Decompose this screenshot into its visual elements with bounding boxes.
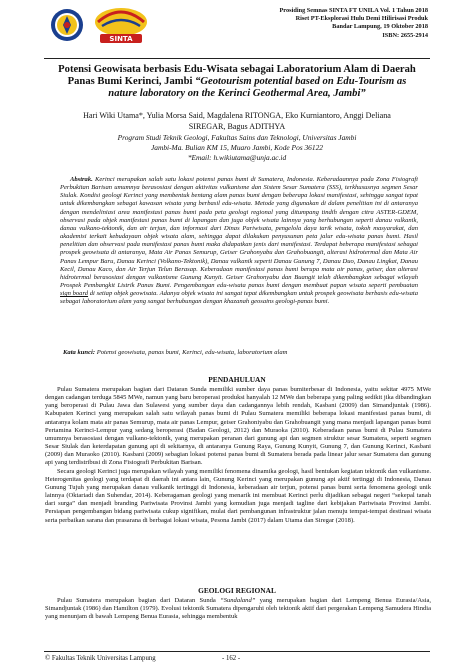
body-text-italic: “Sundaland” xyxy=(220,597,256,604)
affiliation xyxy=(80,133,394,162)
proceedings-header xyxy=(228,7,428,40)
footer-divider xyxy=(44,651,430,652)
page-number: - 162 - xyxy=(222,655,241,662)
affiliation-line: Program Studi Teknik Geologi, Fakultas Sains dan Teknologi, Universitas Jambi xyxy=(117,133,357,142)
header-line: Prosiding Semnas SINTA FT UNILA Vol. 1 Tahun 2018 xyxy=(279,7,428,14)
university-seal-logo xyxy=(50,8,84,42)
affiliation-line: Jambi-Ma. Bulian KM 15, Muaro Jambi, Kode Pos 36122 xyxy=(151,142,323,152)
body-paragraph xyxy=(45,597,431,621)
author-email[interactable]: *Email: h.wikiutama@unja.ac.id xyxy=(187,152,287,162)
body-text-run: yang merupakan bagian dari Lempeng Benua Eurasia/Asia, Simandjuntak (1986) dan Hamilton (1979). Evolusi tektonik Sumatera dipengaruhi oleh tektonik aktif dari pergerakan Lempeng Samudera Hindia yang menunjam di bawah Lempeng Benua Eurasia, sehingga membentuk xyxy=(45,597,431,621)
author-list xyxy=(60,111,414,132)
body-paragraph: Secara geologi Kerinci juga merupakan wilayah yang memiliki fenomena dinamika geologi, hasil bentukan kegiatan tektonik dan vulkanisme. Heterogenitas geologi yang terdapat di daerah ini antara lain, Gunung Kerinci yang merupakan gunung api aktif tertinggi di Indonesia, Danau Gunung Tujuh yang merupakan danau vulkanik tertinggi di Indonesia, keberadaan air terjun, potensi panas bumi serta fenomena geologi unik lainnya (Oktariadi dan Suhendar, 2014). Keberagaman geologi yang menarik ini membuat Kerinci perlu dijadikan sebagai negeri “sekepal tanah dari surga” dan menjadi branding Pariwisata Provinsi Jambi yang kemudian juga menjadi tagline dari kebijakan Pariwisata Provinsi Jambi. Persiapan pengembangan bidang pariwisata cukup signifikan, mulai dari pembangunan infrastruktur jalan menuju tempat-tempat destinasi wisata serta perbaikan sarana dan prasarana di berbagai lokasi wisata, Pesona Jambi (2017) dalam Utama dan Siregar (2018). xyxy=(45,467,431,524)
section-body-geologi-regional xyxy=(45,597,431,621)
body-text-run: Pulau Sumatera merupakan bagian dari Dataran Sunda xyxy=(57,597,221,604)
section-body-pendahuluan xyxy=(45,386,431,525)
header-line: Riset PT-Eksplorasi Hulu Demi Hilirisasi Produk xyxy=(295,15,428,23)
sinta-logo-text: SINTA xyxy=(109,35,133,43)
section-heading-geologi-regional: GEOLOGI REGIONAL xyxy=(198,586,276,595)
authors-line: SIREGAR, Bagus ADITHYA xyxy=(188,121,286,131)
sinta-event-logo xyxy=(90,6,152,46)
header-line: Bandar Lampung, 19 Oktober 2018 xyxy=(332,23,428,31)
title-indonesian: Potensi Geowisata berbasis Edu-Wisata sebagai Laboratorium Alam di Daerah Panas Bumi Kerinci, Jambi xyxy=(58,64,416,87)
abstract-underlined-term: sign board xyxy=(60,290,89,298)
abstract xyxy=(60,176,418,307)
paper-title xyxy=(55,64,419,100)
keywords-label: Kata kunci: xyxy=(63,349,96,356)
header-line: ISBN: 2655-2914 xyxy=(382,31,428,39)
body-paragraph: Pulau Sumatera merupakan bagian dari Dataran Sunda memiliki sumber daya panas bumiterbesar di Indonesia, yaitu sekitar 4975 MWe dengan cadangan terduga 5845 MWe, namun yang baru beroperasi produksi hanyalah 12 MWe dan beberapa yang paling sedikit jika dibandingkan yang beroperasi di Pulau Jawa dan Sulawesi yang sumber daya dan cadangannya lebih rendah, Kasbani (2009) dan Simandjuntak (1986). Kabupaten Kerinci yang merupakan salah satu wilayah panas bumi di Pulau Sumatera memiliki beberapa lokasi manifestasi panas bumi, di antaranya kolam mata air panas Semurup, mata air panas Lempur, geiser Grahoniyabu dan Grahobuangit yang mana menjadi lapangan panas bumi Pertamina Kerinci-Lempur yang sedang beroperasi (Badan Geologi, 2012) dan Muraoka (2010). Keberadaan panas bumi di Pulau Sumatera umumnya berasosiasi dengan vulkano-tektonik, yang merupakan peranan dari gunung api dan segmen struktur sesar Sumatera, seperti segmen Sesar Siulak dan keterdapatan gunung api di sekitarnya, di antaranya Gunung Raya, Gunung Kunyit, Gunung 7, dan Gunung Kerinci, Kasbani (2009) dan Muraoko (2010). Kasbani (2009) sebagian lokasi potensi panas bumi di Sumatera berada pada linear jalur sesar Sumatera dan gunung api yang terdistribusi di Zona Fisiografi Perbukitan Barisan. xyxy=(45,386,431,467)
abstract-text: di setiap objek geowisata. Adanya objek wisata ini sangat tepat dikembangkan untuk prospek geowisata berbasis edu-wisata sebagai laboratorium alam yang sangat berhubungan dengan khazanah geosains geologi-panas bumi. xyxy=(60,290,418,306)
header-logos xyxy=(50,6,160,46)
abstract-label: Abstrak. xyxy=(70,176,93,183)
keywords-text: Potensi geowisata, panas bumi, Kerinci, edu-wisata, laboratorium alam xyxy=(95,349,288,356)
title-english: “Geotourism potential based on Edu-Tourism as nature laboratory on the Kerinci Geothermal Area, Jambi” xyxy=(108,76,407,99)
abstract-text: Kerinci merupakan salah satu lokasi potensi panas bumi di Sumatera, Indonesia. Keberadaannya pada Zona Fisiografi Perbukitan Barisan umumnya berasosiasi dengan aktivitas vulkanisme dan Sistem Sesar Sumatera (SSS), terkhususnya segmen Sesar Siulak. Kondisi geologi Kerinci yang membentuk bentang alam panas bumi dengan beberapa lokasi manifestasi, sehingga sangat tepat untuk dikembangkan sebagai kawasan wisata yang berbasil edu-wisata. Metode yang digunakan di dalam penelitian ini di antaranya dengan mendeliniasi area manifestasi panas bumi pada peta geologi regional yang ditumpang tindih dengan citra ASTER-GDEM, observasi pada objek manifestasi panas bumi di lapangan dan juga objek wisata lainnya yang berhubungan seperti danau vulkanik, danau vulkano-tektonik, dan air terjun, dan informasi dari Dinas Pariwisata, pengelola daya tarik wisata, tokoh masyarakat, dan akademisi terkait kebudayaan objek wisata alam, sehingga dapat dilakukan penyusunan peta jalur edu-wisata panas bumi. Hasil penelitian dan observasi pada manifestasi panas bumi maka didapatkan jenis dari manifestasi. Terdapat beberapa manifestasi sebagai prospek geowisata di antaranya, Mata Air Panas Semurup, Geiser Grahonyabu dan Grahobuangit, alterasi hidrotermal dan Mata Air Panas Lempur Baru, Danau Kerinci (Volkano-Tektonik), Danau vulkanik seperti Danau Gunung 7, Danau Duo, Danau Lingkat, Danau Kecil, Danau Kaco, dan Air Terjun Telun Berasap. Keberadaan manifestasi panas bumi berupa mata air panas, geiser, dan alterasi hidrotermal berasosiasi dengan vulkanisme Gunung Kunyit. Geiser Grahonyabu dan Buangit telah dikembangkan sebagai wilayah Prospek Pembangkit Listrik Panas Bumi. Pengembangan edu-wisata panas bumi dengan membuat papan wisata seperti pembuatan xyxy=(60,176,418,290)
keywords xyxy=(63,349,419,357)
header-divider xyxy=(44,58,430,59)
section-heading-pendahuluan: PENDAHULUAN xyxy=(208,375,266,384)
authors-line: Hari Wiki Utama*, Yulia Morsa Said, Magdalena RITONGA, Eko Kurniantoro, Anggi Deliana xyxy=(83,111,391,120)
footer-copyright: © Fakultas Teknik Universitas Lampung xyxy=(45,655,156,662)
